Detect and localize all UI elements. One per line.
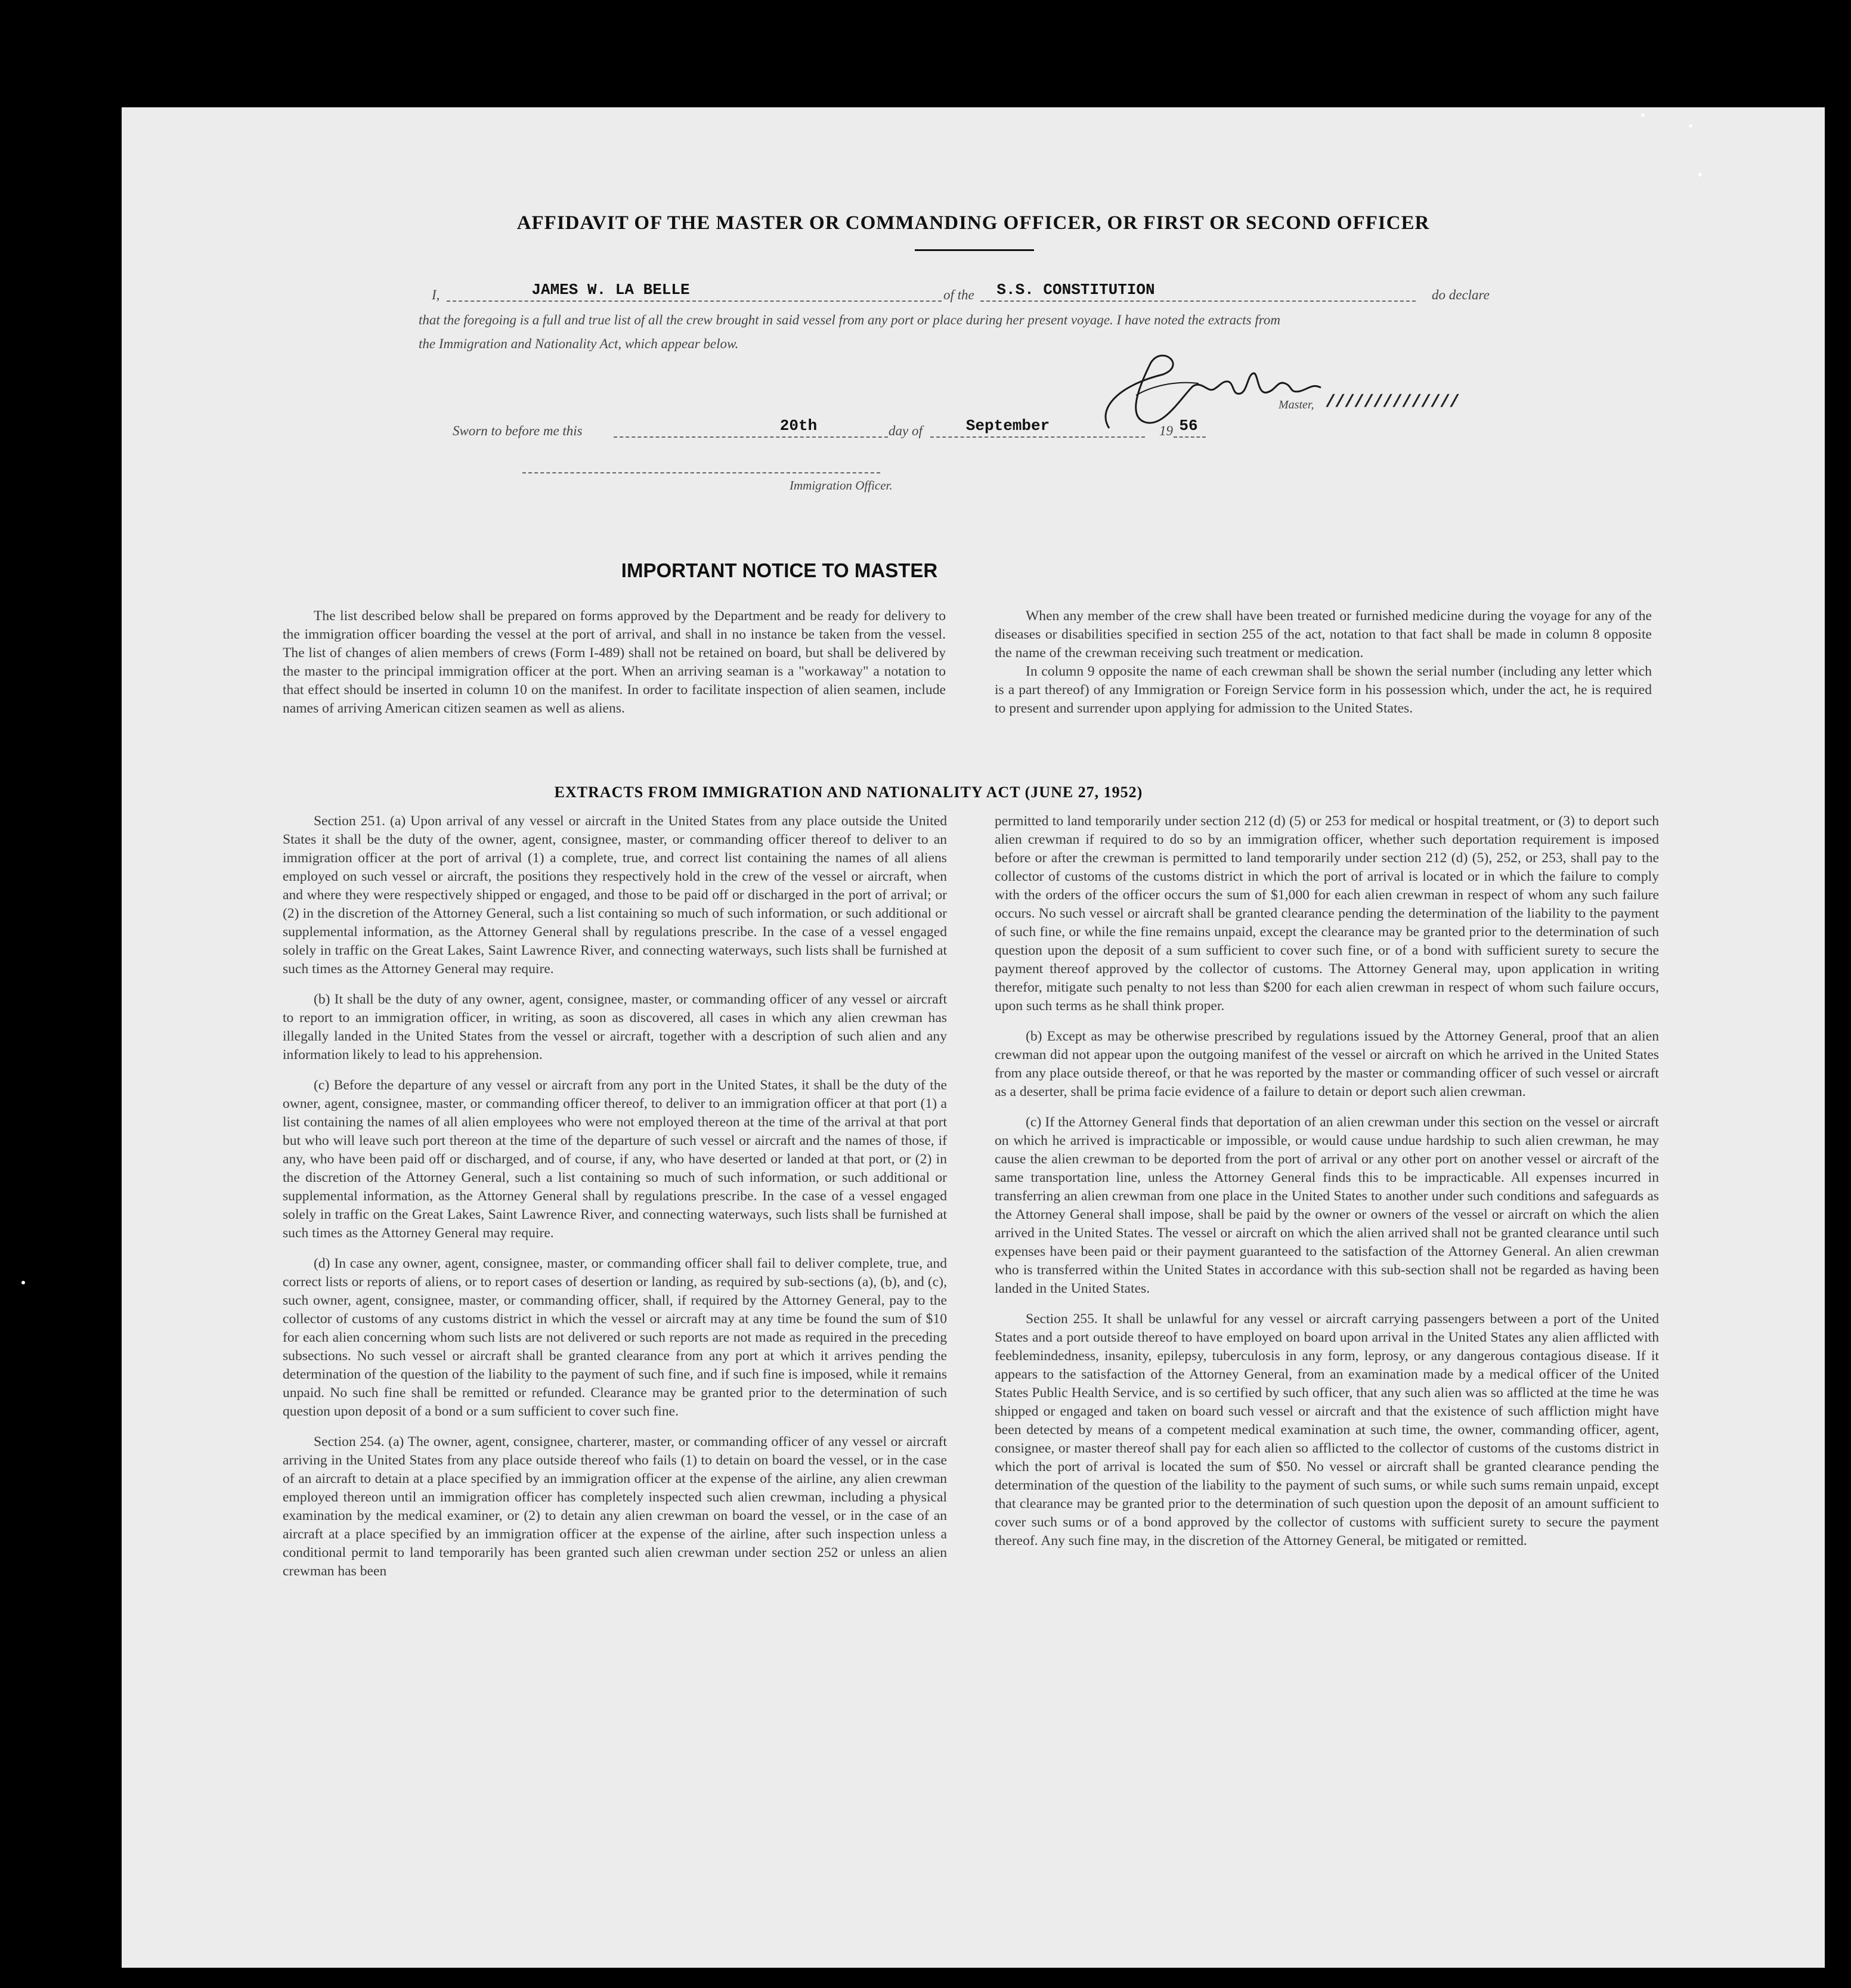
year-suffix: 56 (1179, 417, 1198, 435)
section-251c: (c) Before the departure of any vessel or aircraft from any port in the United States, it shall be the duty of the owner, agent, consignee, master, or commanding officer thereof, to deliver to an immigration officer at that port (1) a list containing the names of all alien employees who were not employed thereon at the time of the arrival at that port but who will leave such port thereon at the time of the departure of such vessel or aircraft and the names of those, if any, who have been paid off or discharged, and of course, if any, who have deserted or landed at that port, or (2) in the discretion of the Attorney General, such a list containing so much of such information, or such additional or supplemental information, as the Attorney General shall by regulations prescribe. In the case of a vessel engaged solely in traffic on the Great Lakes, Saint Lawrence River, and connecting waterways, such lists shall be furnished at such times as the Attorney General may require. (283, 1077, 947, 1241)
year-line (1174, 436, 1206, 438)
notice-left-text: The list described below shall be prepared on forms approved by the Department and be ready for delivery to the immigration officer boarding the vessel at the port of arrival, and shall in no instance be taken from the vessel. The list of changes of alien members of crews (Form I-489) shall not be retained on board, but shall be delivered by the master to the principal immigration officer at the port. When an arriving seaman is a "workaway" a notation to that effect should be inserted in column 10 on the manifest. In order to facilitate inspection of alien seamen, include names of arriving American citizen seamen as well as aliens. (283, 608, 946, 716)
section-255: Section 255. It shall be unlawful for any vessel or aircraft carrying passengers between a port of the United States and a port outside thereof to have employed on board upon arrival in the United States any alien afflicted with feeblemindedness, insanity, epilepsy, tuberculosis in any form, leprosy, or any dangerous contagious disease. If it appears to the satisfaction of the Attorney General, from an examination made by a medical officer of the United States Public Health Service, and is so certified by such officer, that any such alien was so afflicted at the time he was shipped or engaged and taken on board such vessel or aircraft and that the existence of such affliction might have been detected by means of a competent medical examination at such time, the owner, commanding officer, agent, consignee, or master thereof shall pay for each alien so afflicted to the collector of customs of the customs district in which the port of arrival is located the sum of $50. No vessel or aircraft shall be granted clearance pending the determination of the question of the liability to the payment of such sums, or while such sums remain unpaid, except that clearance may be granted prior to the determination of such question upon the deposit of an amount sufficient to cover such sums or of a bond approved by the collector of customs with sufficient surety to secure the payment thereof. Any such fine may, in the discretion of the Attorney General, be mitigated or remitted. (995, 1311, 1659, 1549)
i-label: I, (432, 287, 440, 302)
section-251a: Section 251. (a) Upon arrival of any vessel or aircraft in the United States from any place outside the United States it shall be the duty of the owner, agent, consignee, master, or commanding officer thereof to deliver to an immigration officer at the port of arrival (1) a complete, true, and correct list containing the names of all aliens employed on such vessel or aircraft, the positions they respectively hold in the crew of the vessel or aircraft, when and where they were respectively shipped or engaged, and those to be paid off or discharged in the port of arrival; or (2) in the discretion of the Attorney General, such a list containing so much of such information, or such additional or supplemental information, as the Attorney General shall by regulations prescribe. In the case of a vessel engaged solely in traffic on the Great Lakes, Saint Lawrence River, and connecting waterways, such lists shall be furnished at such times as the Attorney General may require. (283, 813, 947, 977)
vessel-name: S.S. CONSTITUTION (996, 281, 1155, 299)
notice-right-column (995, 607, 1652, 718)
year-prefix: 19 (1159, 423, 1173, 438)
master-name: JAMES W. LA BELLE (531, 281, 690, 299)
sworn-month: September (965, 417, 1050, 435)
section-254a-continued: permitted to land temporarily under section 212 (d) (5) or 253 for medical or hospital treatment, or (3) to deport such alien crewman if required to do so by an immigration officer, whether such deportation requirement is imposed before or after the crewman is permitted to land temporarily under section 212 (d) (5), 252, or 253, shall pay to the collector of customs of the customs district in which the port of arrival is located or in which the failure to comply with the orders of the officer occurs the sum of $1,000 for each alien crewman in respect of whom any such failure occurs. No such vessel or aircraft shall be granted clearance pending the determination of the liability to the payment of such fine, or while the fine remains unpaid, except the clearance may be granted prior to the determination of such question upon the deposit of a sum sufficient to cover such fine, or of a bond with sufficient surety to secure the payment thereof approved by the collector of customs. The Attorney General may, upon application in writing therefor, mitigate such penalty to not less than $200 for each alien crewman in respect of whom such failure occurs, upon such terms as he shall think proper. (995, 813, 1659, 1014)
immigration-officer-label: Immigration Officer. (790, 478, 893, 493)
section-254c: (c) If the Attorney General finds that deportation of an alien crewman under this section on the vessel or aircraft on which he arrived is impracticable or impossible, or would cause undue hardship to such alien crewman, he may cause the alien crewman to be deported from the port of arrival or any other port on another vessel or aircraft of the same transportation line, unless the Attorney General finds this to be impracticable. All expenses incurred in transferring an alien crewman from one place in the United States to another under such conditions and safeguards as the Attorney General shall impose, shall be paid by the owner or owners of the vessel or aircraft on which the alien arrived in the United States. The vessel or aircraft on which the alien arrived shall not be granted clearance until such expenses have been paid or their payment guaranteed to the satisfaction of the Attorney General. An alien crewman who is transferred within the United States in accordance with this sub-section shall not be regarded as having been landed in the United States. (995, 1114, 1659, 1296)
notice-right-text-1: When any member of the crew shall have been treated or furnished medicine during the voyage for any of the diseases or disabilities specified in section 255 of the act, notation to that fact shall be made in column 8 opposite the name of the crewman receiving such treatment or medication. (995, 608, 1652, 661)
extracts-left-column (283, 812, 947, 1593)
declaration-line-1: that the foregoing is a full and true list of all the crew brought in said vessel from any port or place during her present voyage. I have noted the extracts from (419, 312, 1280, 327)
section-254b: (b) Except as may be otherwise prescribed by regulations issued by the Attorney General, proof that an alien crewman did not appear upon the outgoing manifest of the vessel or aircraft on which he arrived in the United States from any place outside thereof, or that he was reported by the master or commanding officer of such vessel or aircraft as a deserter, shall be prima facie evidence of a failure to detain or deport such alien crewman. (995, 1029, 1659, 1100)
master-label: Master, (1279, 398, 1314, 411)
document-page (122, 107, 1825, 1968)
dust-speck (1641, 113, 1645, 117)
dust-speck (21, 1281, 25, 1284)
title-divider (915, 249, 1034, 251)
sworn-day: 20th (779, 417, 818, 435)
dust-speck (1689, 124, 1692, 128)
sworn-label: Sworn to before me this (453, 423, 583, 438)
sworn-month-line (930, 436, 1145, 438)
section-251d: (d) In case any owner, agent, consignee, master, or commanding officer shall fail to deliver complete, true, and correct lists or reports of aliens, or to report cases of desertion or landing, as required by sub-sections (a), (b), and (c), such owner, agent, consignee, master, or commanding officer, shall, if required by the Attorney General, pay to the collector of customs of any customs district in which the vessel or aircraft may at any time be found the sum of $10 for each alien concerning whom such lists are not delivered or such reports are not made as required in the preceding subsections. No such vessel or aircraft shall be granted clearance from any port at which it arrives pending the determination of the question of the liability to the payment of such fine, and if such fine is imposed, while it remains unpaid. No such fine shall be remitted or refunded. Clearance may be granted prior to the determination of such question upon deposit of a bond or a sum sufficient to cover such fine. (283, 1256, 947, 1419)
affidavit-title: AFFIDAVIT OF THE MASTER OR COMMANDING OFFICER, OR FIRST OR SECOND OFFICER (516, 212, 1430, 234)
section-254a: Section 254. (a) The owner, agent, consignee, charterer, master, or commanding officer of any vessel or aircraft arriving in the United States from any place outside thereof who fails (1) to detain on board the vessel, or in the case of an aircraft to detain at a place specified by an immigration officer at the expense of the airline, any alien crewman employed thereon until an immigration officer has completely inspected such alien crewman, including a physical examination by the medical examiner, or (2) to detain any alien crewman on board the vessel, or in the case of an aircraft at a place specified by an immigration officer at the expense of the airline, after such inspection unless a conditional permit to land temporarily has been granted such alien crewman under section 252 or unless an alien crewman has been (283, 1434, 947, 1579)
do-declare-label: do declare (1432, 287, 1490, 302)
of-the-label: of the (943, 287, 974, 302)
officer-signature-line (522, 472, 880, 473)
vessel-name-line (980, 301, 1416, 302)
notice-left-column (283, 607, 946, 718)
master-name-line (447, 301, 942, 302)
master-signature (1091, 339, 1419, 434)
notice-title: IMPORTANT NOTICE TO MASTER (621, 559, 938, 581)
extracts-title: EXTRACTS FROM IMMIGRATION AND NATIONALITY ACT (JUNE 27, 1952) (554, 784, 1143, 801)
dust-speck (1698, 173, 1702, 176)
declaration-line-2: the Immigration and Nationality Act, which appear below. (419, 336, 739, 351)
sworn-day-line (614, 436, 888, 438)
struck-title: ////////////// (1325, 392, 1459, 413)
notice-right-text-2: In column 9 opposite the name of each crewman shall be shown the serial number (including any letter which is a part thereof) of any Immigration or Foreign Service form in his possession which, under the act, he is required to present and surrender upon applying for admission to the United States. (995, 664, 1652, 716)
extracts-right-column (995, 812, 1659, 1562)
day-of-label: day of (889, 423, 923, 438)
section-251b: (b) It shall be the duty of any owner, agent, consignee, master, or commanding officer of any vessel or aircraft to report to an immigration officer, in writing, as soon as discovered, all cases in which any alien crewman has illegally landed in the United States from the vessel or aircraft, together with a description of such alien and any information likely to lead to his apprehension. (283, 992, 947, 1063)
